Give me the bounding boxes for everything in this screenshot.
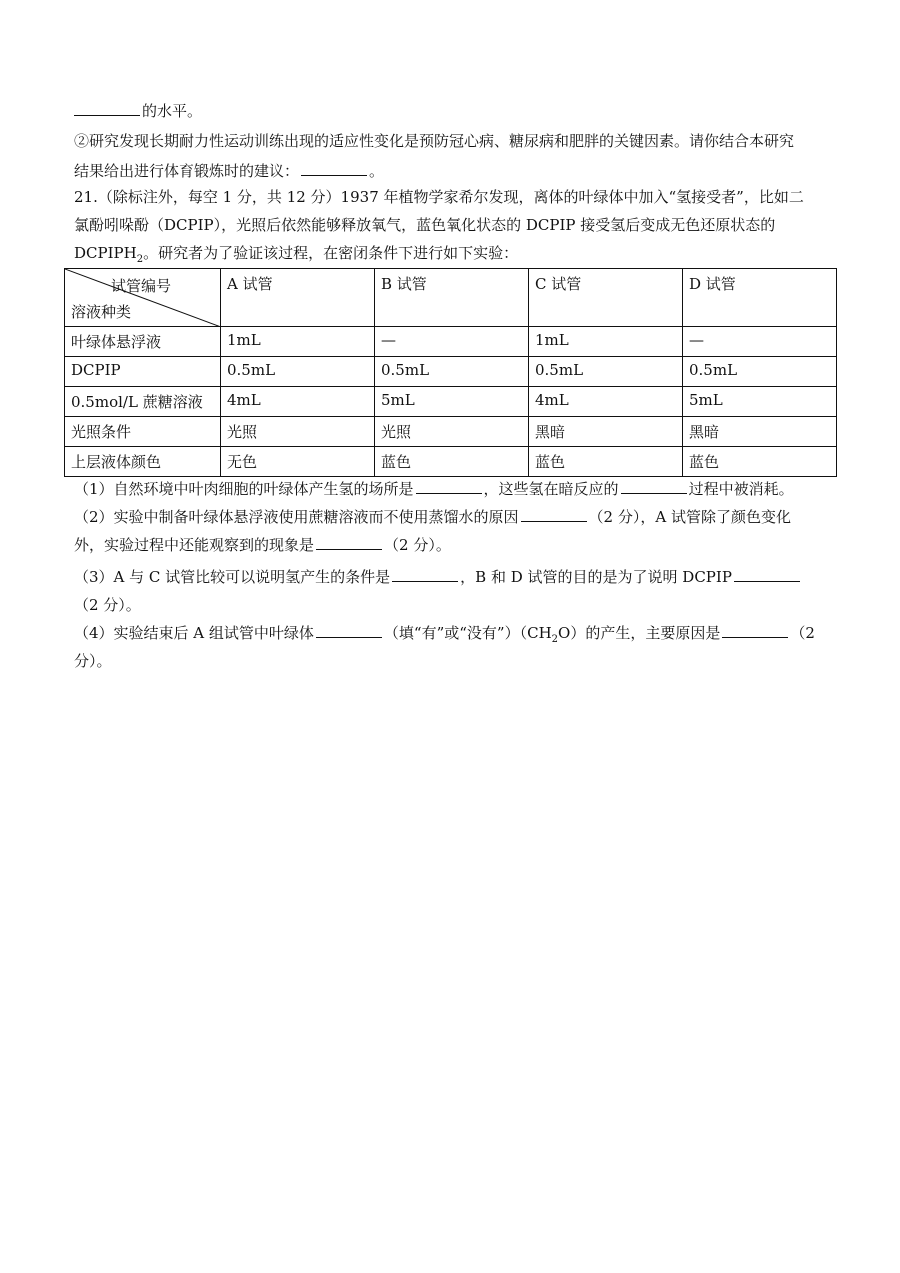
intro-text: 的水平。 [142,102,203,120]
intro-text: 结果给出进行体育锻炼时的建议： [74,162,300,180]
table-cell: 黑暗 [529,417,683,447]
table-cell: 蓝色 [529,447,683,477]
experiment-table [64,268,837,477]
question-text: ，B 和 D 试管的目的是为了说明 DCPIP [460,568,732,586]
corner-label-top: 试管编号 [111,277,172,295]
table-cell: 0.5mL [529,357,683,387]
table-header-row [65,269,837,327]
q21-line-2: 氯酚吲哚酚（DCPIP），光照后依然能够释放氧气，蓝色氧化状态的 DCPIP 接受氢后变成无色还原状态的 [74,216,776,234]
answer-blank [521,507,587,522]
table-cell: 4mL [529,387,683,417]
subscript: 2 [136,254,144,265]
table-corner-cell [65,269,221,327]
row-label: 0.5mol/L 蔗糖溶液 [65,387,221,417]
table-cell: 光照 [375,417,529,447]
table-cell: — [683,327,837,357]
intro-line-2: ②研究发现长期耐力性运动训练出现的适应性变化是预防冠心病、糖尿病和肥胖的关键因素。请你结合本研究 [74,132,795,150]
table-header-cell: C 试管 [529,269,683,327]
q21-line-3 [74,242,518,271]
answer-blank [416,479,482,494]
question-text: （3）A 与 C 试管比较可以说明氢产生的条件是 [74,568,391,586]
question-4-line-2: 分）。 [74,652,112,670]
table-header-cell: D 试管 [683,269,837,327]
answer-blank [621,479,687,494]
table-cell: 0.5mL [375,357,529,387]
table-cell: 0.5mL [683,357,837,387]
question-text: （2 分）。 [384,536,451,554]
table-cell: 1mL [221,327,375,357]
table-cell: 0.5mL [221,357,375,387]
table-row [65,417,837,447]
question-2-line-1 [74,506,791,528]
question-text: （2 分），A 试管除了颜色变化 [588,508,791,526]
question-4-line-1 [74,622,815,651]
question-text: （2 [790,624,815,642]
row-label: DCPIP [65,357,221,387]
table-cell: 黑暗 [683,417,837,447]
table-cell: 蓝色 [375,447,529,477]
answer-blank [722,623,788,638]
question-1 [74,478,794,500]
table-cell: 蓝色 [683,447,837,477]
question-text: O）的产生，主要原因是 [558,624,721,642]
q21-text: 。研究者为了验证该过程，在密闭条件下进行如下实验： [143,244,519,262]
table-row [65,387,837,417]
table-cell: 5mL [375,387,529,417]
table-cell: — [375,327,529,357]
row-label: 上层液体颜色 [65,447,221,477]
answer-blank [301,161,367,176]
corner-label-bottom: 溶液种类 [71,303,132,321]
question-3-line-2: （2 分）。 [74,596,141,614]
question-text: （填“有”或“没有”）（CH [383,624,552,642]
table-row [65,447,837,477]
table-cell: 4mL [221,387,375,417]
answer-blank [74,101,140,116]
question-text: （1）自然环境中叶肉细胞的叶绿体产生氢的场所是 [74,480,414,498]
table-cell: 1mL [529,327,683,357]
table-cell: 无色 [221,447,375,477]
table-header-cell: A 试管 [221,269,375,327]
intro-text: 。 [369,162,385,180]
table-row [65,357,837,387]
intro-line-3 [74,160,384,182]
answer-blank [316,535,382,550]
question-text: 外，实验过程中还能观察到的现象是 [74,536,315,554]
row-label: 叶绿体悬浮液 [65,327,221,357]
question-text: （2）实验中制备叶绿体悬浮液使用蔗糖溶液而不使用蒸馏水的原因 [74,508,519,526]
answer-blank [734,567,800,582]
question-text: 过程中被消耗。 [688,480,794,498]
table-header-cell: B 试管 [375,269,529,327]
question-text: （4）实验结束后 A 组试管中叶绿体 [74,624,314,642]
table-cell: 5mL [683,387,837,417]
answer-blank [392,567,458,582]
table-row [65,327,837,357]
q21-line-1: 21.（除标注外，每空 1 分，共 12 分）1937 年植物学家希尔发现，离体的叶绿体中加入“氢接受者”，比如二 [74,188,804,206]
subscript: 2 [551,634,559,645]
answer-blank [316,623,382,638]
q21-text: DCPIPH [74,244,137,262]
question-2-line-2 [74,534,451,556]
question-text: ，这些氢在暗反应的 [483,480,619,498]
intro-line-1 [74,100,202,122]
table-cell: 光照 [221,417,375,447]
row-label: 光照条件 [65,417,221,447]
question-3-line-1 [74,566,802,588]
